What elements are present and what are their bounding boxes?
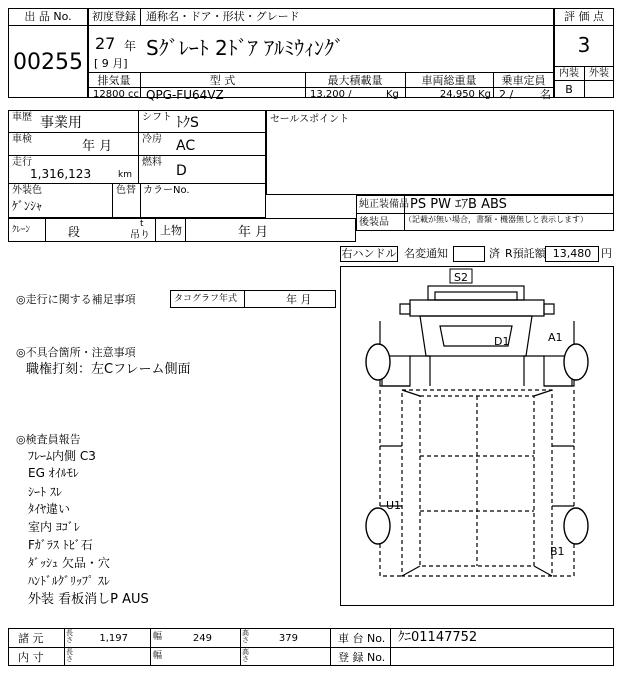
crane-hook: 吊り — [130, 230, 150, 241]
recycle-fee-label: R預託額 — [505, 247, 546, 260]
divider — [8, 647, 614, 648]
in-length-label: 長さ — [66, 648, 73, 663]
steering: 右ハンドル — [341, 247, 397, 260]
max-load-label: 最大積載量 — [327, 74, 383, 87]
truck-diagram — [340, 266, 614, 606]
divider — [356, 213, 614, 214]
aftermarket-label: 後装品 — [359, 217, 389, 228]
title-desc-label: 通称名・ドア・形状・グレード — [146, 10, 300, 23]
report-item: ﾀｲﾔ違い — [28, 502, 71, 516]
interior-grade-label: 内装 — [559, 68, 579, 79]
upper: 年 月 — [238, 225, 269, 240]
in-height-label: 高さ — [242, 648, 249, 663]
report-item: ﾀﾞｯｼｭ 欠品・穴 — [28, 556, 110, 570]
height-label: 高さ — [242, 629, 249, 644]
damage-mark-b1: B1 — [550, 545, 565, 558]
reg-no-label: 登 録 No. — [338, 651, 386, 664]
lot-no: 00255 — [13, 50, 83, 75]
model-code-label: 型 式 — [209, 74, 236, 87]
aftermarket-note: （記載が無い場合，書類・機器無しと表示します） — [404, 215, 588, 224]
ac-label: 冷房 — [142, 134, 162, 145]
displacement-label: 排気量 — [97, 74, 131, 87]
history: 事業用 — [40, 115, 82, 131]
yen-label: 円 — [601, 247, 612, 260]
divider — [244, 290, 245, 308]
damage-mark-d1: D1 — [494, 335, 510, 348]
crane-box — [8, 218, 356, 242]
max-load: 13,200 / — [310, 89, 352, 100]
divider — [185, 218, 186, 242]
reg-year-unit: 年 — [124, 39, 137, 53]
interior-grade: B — [565, 83, 573, 96]
grade-value: 3 — [577, 33, 591, 57]
gross-weight: 24,950 Kg — [439, 89, 491, 100]
name-change-label: 名変通知 — [404, 247, 448, 260]
reg-year: 27 — [95, 34, 116, 53]
divider — [8, 155, 266, 156]
history-label: 車歴 — [12, 112, 32, 123]
color-label: 外装色 — [12, 185, 42, 196]
upper-label: 上物 — [160, 224, 182, 237]
damage-mark-a1: A1 — [548, 331, 563, 344]
equipment-label: 純正装備品 — [359, 199, 409, 210]
defect-item: 職権打刻：左Cフレーム側面 — [26, 362, 191, 377]
divider — [240, 628, 241, 666]
sales-point-label: セールスポイント — [270, 114, 350, 125]
recycle-fee: 13,480 — [552, 247, 592, 260]
report-item: EG ｵｲﾙﾓﾚ — [28, 466, 79, 480]
inspector-report-label: ◎検査員報告 — [16, 433, 81, 446]
ac: AC — [176, 138, 196, 154]
report-item: ﾊﾝﾄﾞﾙｸﾞﾘｯﾌﾟ ｽﾚ — [28, 574, 110, 588]
capacity-label: 乗車定員 — [501, 74, 546, 87]
length-label: 長さ — [66, 629, 73, 644]
divider — [150, 628, 151, 666]
chassis-label: 車 台 No. — [338, 632, 386, 645]
name-change-checkbox — [453, 246, 485, 262]
length: 1,197 — [99, 633, 128, 644]
in-width-label: 幅 — [153, 651, 163, 661]
divider — [140, 183, 141, 218]
divider — [88, 25, 554, 26]
divider — [330, 628, 331, 666]
divider — [88, 72, 554, 73]
report-item: 室内 ﾖｺﾞﾚ — [28, 520, 80, 534]
model-code: QPG-FU64VZ — [146, 88, 224, 102]
exterior-grade-label: 外装 — [589, 68, 609, 79]
shift: ﾄｸS — [176, 115, 199, 131]
recycle-label: 済 — [489, 247, 500, 260]
inspection: 年 月 — [82, 139, 113, 154]
chassis: ｸﾆ01147752 — [398, 630, 478, 645]
report-item: 外装 看板消しP AUS — [28, 592, 149, 607]
divider — [45, 218, 46, 242]
width: 249 — [192, 633, 212, 644]
capacity: 2 / — [499, 88, 514, 101]
crane-label: ｸﾚｰﾝ — [12, 225, 31, 235]
interior-dims-label: 内 寸 — [18, 651, 44, 664]
inspection-label: 車検 — [12, 134, 32, 145]
divider — [390, 628, 391, 666]
shift-label: シフト — [142, 112, 172, 123]
dims-label: 諸 元 — [18, 632, 44, 645]
max-load-unit: Kg — [386, 89, 399, 100]
damage-mark-s2: S2 — [454, 271, 468, 284]
color-code-label: カラーNo. — [143, 185, 190, 196]
divider — [140, 8, 141, 26]
fuel-label: 燃料 — [142, 157, 162, 168]
report-item: ﾌﾚｰﾑ内側 C3 — [28, 449, 96, 463]
color: ｹﾞﾝｼｬ — [12, 199, 43, 213]
crane-t: t — [140, 219, 144, 229]
divider — [554, 25, 614, 26]
fuel: D — [176, 163, 187, 179]
report-item: ｼｰﾄ ｽﾚ — [28, 485, 62, 499]
divider — [64, 628, 65, 666]
first-reg-label: 初度登録 — [92, 10, 136, 23]
mileage-unit: km — [118, 170, 132, 180]
tachograph: 年 月 — [286, 293, 312, 306]
tachograph-label: タコグラフ年式 — [174, 294, 238, 304]
divider — [155, 218, 156, 242]
model-name: Sｸﾞﾚｰﾄ 2ﾄﾞｱ ｱﾙﾐｳｨﾝｸﾞ — [146, 36, 345, 60]
report-item: Fｶﾞﾗｽ ﾄﾋﾞ石 — [28, 538, 93, 552]
equipment: PS PW ｴｱB ABS — [410, 197, 507, 212]
damage-mark-u1: U1 — [386, 499, 402, 512]
divider — [8, 183, 266, 184]
divider — [138, 110, 139, 183]
crane-stage: 段 — [68, 225, 81, 239]
grade-label: 評 価 点 — [564, 10, 604, 23]
lot-no-label: 出 品 No. — [24, 10, 72, 23]
height: 379 — [278, 633, 298, 644]
divider — [8, 25, 88, 26]
color-no-label: 色替 — [116, 185, 136, 196]
divider — [112, 183, 113, 218]
driving-notes-label: ◎走行に関する補足事項 — [16, 293, 136, 306]
capacity-unit: 名 — [540, 88, 551, 101]
divider — [8, 132, 266, 133]
gross-weight-label: 車両総重量 — [421, 74, 477, 87]
defects-label: ◎不具合箇所・注意事項 — [16, 346, 136, 359]
width-label: 幅 — [153, 632, 163, 642]
reg-month: [ 9 月] — [94, 57, 128, 70]
mileage-label: 走行 — [12, 157, 32, 168]
displacement: 12800 cc — [93, 89, 139, 100]
mileage: 1,316,123 — [30, 167, 92, 181]
